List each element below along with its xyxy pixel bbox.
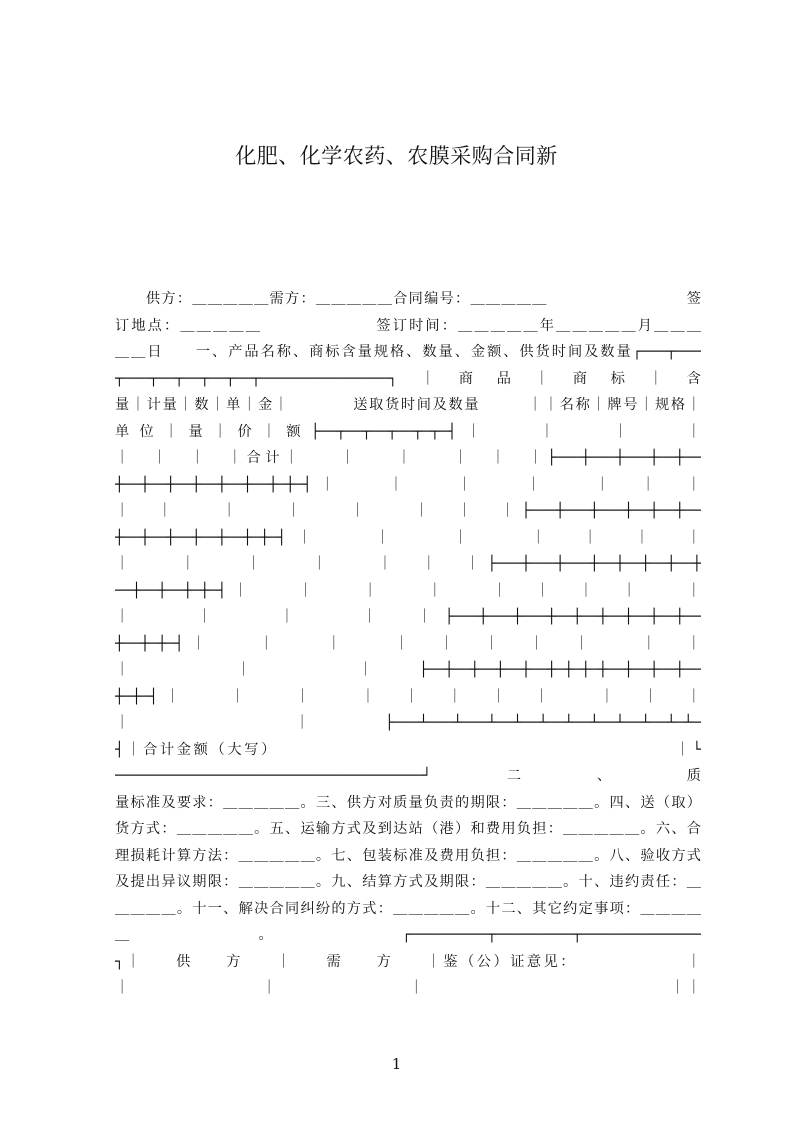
body-line: 理损耗计算方法：＿＿＿＿＿。七、包装标准及费用负担：＿＿＿＿＿。八、验收方式 bbox=[115, 847, 701, 864]
body-line: ｜ ｜ ｜ ｜ ｜ ｜ ｜├───┼───┼───┼──┼──┼──┼──┼ bbox=[115, 556, 701, 572]
body-line: ┼──┼──┼──┼──┼──┼──┼─┼─┤｜ ｜ ｜ ｜ ｜ ｜ ｜ bbox=[115, 476, 701, 493]
body-line: ──┼──┼──┼─┼─┤｜ ｜ ｜ ｜ ｜ ｜ ｜ ｜ ｜ bbox=[115, 582, 701, 599]
body-line: ┬───┬──┬──┬──┬──┬───────────────┐｜商品｜商标｜含 bbox=[115, 370, 701, 387]
body-line: ｜ ｜ ｜├──┼──┼──┼──┼──┼─┼─┼─┼──┼──┼──┼── bbox=[115, 662, 701, 678]
body-line: ｜ ｜ ｜ ｜｜ bbox=[115, 980, 701, 996]
body-line: ┼─┼─┤｜ ｜ ｜ ｜ ｜ ｜ ｜ ｜ ｜ ｜ ｜ bbox=[115, 688, 701, 705]
body-line: ┼──┼──┼──┼──┼──┼─┼─┤｜ ｜ ｜ ｜ ｜ ｜ ｜ bbox=[115, 529, 701, 546]
body-line: ｜ ｜├───┴───┴───┴──┴──┴──┴──┴──┴──┴──┴─┴─ bbox=[115, 715, 701, 731]
body-line: ＿＿日 一、产品名称、商标含量规格、数量、金额、供货时间及数量┌───┬─── bbox=[115, 344, 701, 360]
body-line: ｜ ｜ ｜ ｜合计｜ ｜ ｜ ｜ ｜ ｜├───┼───┼───┼──┼── bbox=[115, 450, 701, 466]
page-number: 1 bbox=[391, 1055, 402, 1073]
body-line: ｜ ｜ ｜ ｜ ｜ ｜ ｜ ｜├───┼───┼───┼──┼──┼── bbox=[115, 503, 701, 519]
contract-body bbox=[115, 286, 701, 1002]
body-line: ｜ ｜ ｜ ｜ ｜├───┼───┼───┼──┼──┼──┼──┼──┼── bbox=[115, 609, 701, 625]
body-line: 订地点：＿＿＿＿＿ 签订时间：＿＿＿＿＿年＿＿＿＿＿月＿＿＿ bbox=[115, 317, 701, 334]
body-line: ┼──┼─┼─┤｜ ｜ ｜ ｜ ｜ ｜ ｜ ｜ ｜ ｜ bbox=[115, 635, 701, 652]
document-title: 化肥、化学农药、农膜采购合同新 bbox=[235, 144, 558, 168]
body-line: 及提出异议期限：＿＿＿＿＿。九、结算方式及期限：＿＿＿＿＿。十、违约责任：＿ bbox=[115, 874, 701, 890]
body-line: ────────────────────────────────────┘二、质 bbox=[115, 768, 701, 784]
body-line: 供方：＿＿＿＿＿需方：＿＿＿＿＿合同编号：＿＿＿＿＿ 签 bbox=[115, 291, 701, 307]
body-line: ＿。┌─────────┬─────────┬────────────── bbox=[115, 927, 701, 943]
body-line: 量标准及要求：＿＿＿＿＿。三、供方对质量负责的期限：＿＿＿＿＿。四、送（取） bbox=[115, 794, 701, 811]
body-line: ＿＿＿＿。十一、解决合同纠纷的方式：＿＿＿＿＿。十二、其它约定事项：＿＿＿＿ bbox=[115, 900, 701, 917]
body-line: ┐｜ 供 方 ｜ 需 方 ｜鉴（公）证意见： ｜ bbox=[115, 953, 701, 970]
body-line: 量｜计量｜数｜单｜金｜ 送取货时间及数量 ｜｜名称｜牌号｜规格｜ bbox=[115, 397, 701, 413]
body-line: ┤｜合计金额（大写） ｜└ bbox=[115, 741, 701, 758]
body-line: 货方式：＿＿＿＿＿。五、运输方式及到达站（港）和费用负担：＿＿＿＿＿。六、合 bbox=[115, 821, 701, 837]
body-line: 单位｜量｜价｜额├──┬──┬──┬──┬─┬─┤｜ ｜ ｜ ｜ bbox=[115, 423, 701, 440]
